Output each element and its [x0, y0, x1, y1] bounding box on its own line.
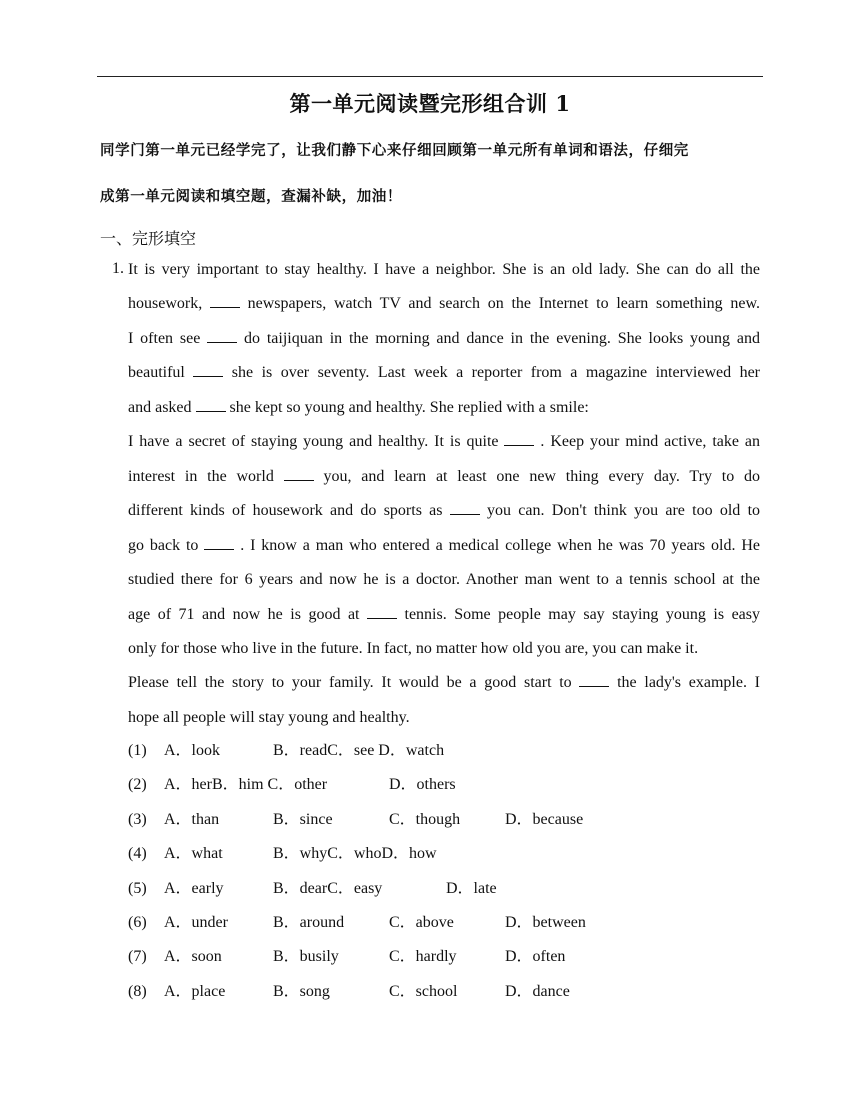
option-row [128, 912, 768, 934]
option-choice: D．because [505, 810, 584, 828]
answer-blank [193, 362, 223, 377]
passage-text: Please tell the story to your family. It would be a good start to [128, 674, 580, 692]
answer-blank [284, 466, 314, 481]
passage-text: interest in the world [128, 467, 284, 485]
passage-text: . Keep your mind active, take an [540, 433, 761, 451]
passage-line [128, 397, 760, 419]
option-choice: D．others [389, 776, 456, 794]
passage-text: she kept so young and healthy. She replied with a smile: [229, 398, 589, 416]
option-number: (8) [128, 982, 147, 1000]
option-row [128, 774, 768, 796]
intro-line-1: 同学门第一单元已经学完了，让我们静下心来仔细回顾第一单元所有单词和语法，仔细完 [100, 142, 689, 159]
option-row [128, 809, 768, 831]
passage-text: It is very important to stay healthy. I have a neighbor. She is an old lady. She can do all the [128, 261, 760, 278]
passage-line [128, 362, 760, 384]
option-choice: D．late [446, 879, 497, 897]
top-rule [97, 76, 763, 77]
option-number: (3) [128, 810, 147, 828]
passage-text: you, and learn at least one new thing every day. Try to do [323, 467, 760, 485]
passage-text: newspapers, watch TV and search on the Internet to learn something new. [247, 295, 760, 313]
passage-line [128, 328, 760, 350]
intro-line-2: 成第一单元阅读和填空题，查漏补缺，加油！ [100, 188, 402, 205]
passage-text: housework, [128, 295, 210, 313]
answer-blank [204, 535, 234, 550]
passage-text: you can. Don't think you are too old to [487, 502, 761, 520]
passage-text: different kinds of housework and do sports as [128, 502, 450, 520]
answer-blank [450, 500, 480, 515]
passage-line [128, 466, 760, 488]
option-row [128, 740, 768, 762]
option-choice: C．hardly [389, 948, 457, 966]
option-choice: B．around [273, 914, 345, 931]
option-choice: B．busily [273, 948, 339, 966]
option-choice: A．than [164, 810, 220, 828]
option-choice: D．between [505, 914, 586, 931]
section-heading: 一、完形填空 [100, 229, 197, 248]
answer-blank [367, 604, 397, 619]
passage-text: tennis. Some people may say staying young is easy [404, 605, 760, 623]
option-choice: C．school [389, 982, 458, 1000]
passage-text: studied there for 6 years and now he is a doctor. Another man went to a tennis school at the [128, 571, 760, 589]
option-choice: A．look [164, 742, 221, 759]
answer-blank [196, 397, 226, 412]
passage-line [128, 638, 760, 660]
passage-text: beautiful [128, 364, 194, 382]
passage-text: do taijiquan in the morning and dance in the evening. She looks young and [244, 329, 760, 347]
passage-line [128, 259, 760, 281]
page-title: 第一单元阅读暨完形组合训 1 [289, 91, 571, 116]
passage-line [128, 535, 760, 557]
passage-text: go back to [128, 536, 205, 554]
option-choice: B．whyC．whoD．how [273, 845, 437, 863]
answer-blank [579, 672, 609, 687]
answer-blank [504, 431, 534, 446]
option-choice: B．song [273, 982, 330, 1000]
option-row [128, 878, 768, 900]
option-choice: A．what [164, 845, 223, 863]
passage-line [128, 431, 760, 453]
option-choice: A．place [164, 982, 226, 1000]
option-choice: D．often [505, 948, 566, 966]
answer-blank [207, 328, 237, 343]
passage-text: . I know a man who entered a medical college when he was 70 years old. He [240, 536, 760, 554]
passage-line [128, 707, 760, 729]
option-row [128, 981, 768, 1003]
option-row [128, 946, 768, 968]
passage-line [128, 569, 760, 591]
option-choice: C．above [389, 914, 454, 931]
option-choice: B．dearC．easy [273, 879, 383, 897]
passage-line [128, 672, 760, 694]
option-choice: B．since [273, 810, 333, 828]
option-row [128, 843, 768, 865]
passage-text: age of 71 and now he is good at [128, 605, 367, 623]
passage-line [128, 293, 760, 315]
passage-line [128, 604, 760, 626]
passage-text: the lady's example. I [617, 674, 760, 692]
option-choice: D．dance [505, 982, 570, 1000]
option-number: (7) [128, 948, 147, 966]
option-number: (5) [128, 879, 147, 897]
passage-text: and asked [128, 398, 196, 416]
option-choice: B．readC．see D．watch [273, 742, 445, 759]
option-number: (6) [128, 914, 147, 931]
option-choice: C．though [389, 810, 461, 828]
option-number: (4) [128, 845, 147, 863]
option-choice: A．herB．him C．other [164, 776, 328, 794]
passage-text: hope all people will stay young and healthy. [128, 708, 410, 726]
passage-text: I have a secret of staying young and healthy. It is quite [128, 433, 505, 451]
option-choice: A．early [164, 879, 224, 897]
passage-text: I often see [128, 329, 208, 347]
option-number: (1) [128, 742, 147, 759]
question-number: 1. [112, 260, 124, 277]
option-choice: A．under [164, 914, 228, 931]
option-number: (2) [128, 776, 147, 794]
option-choice: A．soon [164, 948, 222, 966]
passage-text: she is over seventy. Last week a reporter from a magazine interviewed her [231, 364, 761, 382]
answer-blank [210, 293, 240, 308]
passage-text: only for those who live in the future. In fact, no matter how old you are, you can make it. [128, 639, 699, 657]
passage-line [128, 500, 760, 522]
